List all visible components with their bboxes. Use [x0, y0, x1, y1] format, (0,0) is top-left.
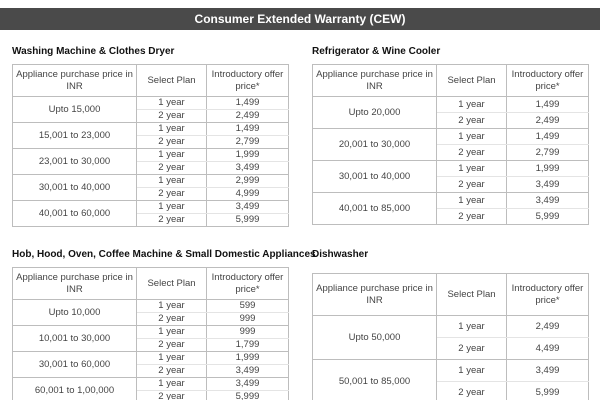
plan-cell: 2 year — [137, 214, 207, 227]
price-range-cell: 23,001 to 30,000 — [13, 149, 137, 175]
price-range-cell: Upto 20,000 — [313, 97, 437, 129]
offer-price-cell: 2,799 — [507, 145, 589, 161]
header-plan: Select Plan — [437, 65, 507, 97]
price-range-cell: 40,001 to 60,000 — [13, 201, 137, 227]
price-range-cell: 30,001 to 40,000 — [13, 175, 137, 201]
table-row — [13, 378, 289, 391]
price-range-cell: 15,001 to 23,000 — [13, 123, 137, 149]
table-row — [313, 360, 589, 382]
plan-cell: 2 year — [437, 209, 507, 225]
header-range: Appliance purchase price in INR — [13, 65, 137, 97]
plan-cell: 2 year — [137, 365, 207, 378]
plan-cell: 1 year — [437, 316, 507, 338]
offer-price-cell: 1,499 — [507, 129, 589, 145]
table-row — [13, 326, 289, 339]
section-title: Hob, Hood, Oven, Coffee Machine & Small Domestic Appliances — [12, 249, 316, 260]
plan-cell: 1 year — [137, 201, 207, 214]
offer-price-cell: 1,999 — [207, 149, 289, 162]
offer-price-cell: 2,499 — [507, 316, 589, 338]
offer-price-cell: 3,499 — [207, 378, 289, 391]
offer-price-cell: 3,499 — [507, 193, 589, 209]
price-range-cell: 20,001 to 30,000 — [313, 129, 437, 161]
table-row — [313, 193, 589, 209]
header-range: Appliance purchase price in INR — [13, 268, 137, 300]
offer-price-cell: 3,499 — [507, 360, 589, 382]
offer-price-cell: 5,999 — [207, 391, 289, 400]
plan-cell: 1 year — [137, 352, 207, 365]
price-range-cell: 40,001 to 85,000 — [313, 193, 437, 225]
plan-cell: 2 year — [137, 313, 207, 326]
plan-cell: 1 year — [137, 123, 207, 136]
plan-cell: 1 year — [137, 175, 207, 188]
plan-cell: 1 year — [437, 360, 507, 382]
table-row — [13, 300, 289, 313]
offer-price-cell: 2,999 — [207, 175, 289, 188]
table-row — [313, 316, 589, 338]
offer-price-cell: 2,799 — [207, 136, 289, 149]
offer-price-cell: 999 — [207, 313, 289, 326]
offer-price-cell: 5,999 — [207, 214, 289, 227]
offer-price-cell: 1,999 — [207, 352, 289, 365]
plan-cell: 2 year — [137, 339, 207, 352]
table-row — [313, 161, 589, 177]
header-price: Introductory offer price* — [507, 65, 589, 97]
plan-cell: 1 year — [437, 97, 507, 113]
price-range-cell: 50,001 to 85,000 — [313, 360, 437, 400]
offer-price-cell: 5,999 — [507, 209, 589, 225]
plan-cell: 1 year — [137, 97, 207, 110]
offer-price-cell: 599 — [207, 300, 289, 313]
plan-cell: 1 year — [137, 378, 207, 391]
offer-price-cell: 4,499 — [507, 338, 589, 360]
plan-cell: 1 year — [137, 300, 207, 313]
offer-price-cell: 2,499 — [207, 110, 289, 123]
table-row — [313, 129, 589, 145]
plan-cell: 1 year — [437, 129, 507, 145]
section-title: Refrigerator & Wine Cooler — [312, 46, 441, 57]
plan-cell: 1 year — [137, 326, 207, 339]
plan-cell: 2 year — [437, 177, 507, 193]
header-price: Introductory offer price* — [507, 274, 589, 316]
offer-price-cell: 1,499 — [507, 97, 589, 113]
section-fridge — [312, 44, 589, 225]
price-range-cell: Upto 50,000 — [313, 316, 437, 360]
plan-cell: 2 year — [137, 136, 207, 149]
plan-cell: 1 year — [437, 193, 507, 209]
plan-cell: 1 year — [437, 161, 507, 177]
price-table — [12, 64, 289, 227]
offer-price-cell: 3,499 — [207, 365, 289, 378]
plan-cell: 2 year — [137, 110, 207, 123]
table-row — [13, 97, 289, 110]
plan-cell: 2 year — [437, 338, 507, 360]
offer-price-cell: 5,999 — [507, 382, 589, 400]
offer-price-cell: 1,499 — [207, 123, 289, 136]
plan-cell: 2 year — [137, 188, 207, 201]
price-range-cell: Upto 10,000 — [13, 300, 137, 326]
section-dishwasher — [312, 247, 589, 400]
plan-cell: 2 year — [137, 391, 207, 400]
plan-cell: 2 year — [437, 382, 507, 400]
table-row — [13, 149, 289, 162]
offer-price-cell: 3,499 — [507, 177, 589, 193]
offer-price-cell: 3,499 — [207, 162, 289, 175]
section-washing — [12, 44, 289, 227]
section-title: Washing Machine & Clothes Dryer — [12, 46, 175, 57]
price-table — [312, 273, 589, 400]
price-table — [312, 64, 589, 225]
header-range: Appliance purchase price in INR — [313, 65, 437, 97]
price-range-cell: 30,001 to 40,000 — [313, 161, 437, 193]
header-plan: Select Plan — [137, 268, 207, 300]
header-plan: Select Plan — [137, 65, 207, 97]
plan-cell: 2 year — [437, 113, 507, 129]
offer-price-cell: 2,499 — [507, 113, 589, 129]
section-title: Dishwasher — [312, 249, 369, 260]
table-row — [313, 97, 589, 113]
price-range-cell: 30,001 to 60,000 — [13, 352, 137, 378]
plan-cell: 2 year — [137, 162, 207, 175]
price-range-cell: Upto 15,000 — [13, 97, 137, 123]
header-plan: Select Plan — [437, 274, 507, 316]
table-row — [13, 201, 289, 214]
offer-price-cell: 1,499 — [207, 97, 289, 110]
table-row — [13, 175, 289, 188]
price-range-cell: 60,001 to 1,00,000 — [13, 378, 137, 400]
header-range: Appliance purchase price in INR — [313, 274, 437, 316]
price-range-cell: 10,001 to 30,000 — [13, 326, 137, 352]
section-hob — [12, 247, 316, 400]
header-price: Introductory offer price* — [207, 268, 289, 300]
offer-price-cell: 1,999 — [507, 161, 589, 177]
plan-cell: 2 year — [437, 145, 507, 161]
table-row — [13, 352, 289, 365]
offer-price-cell: 999 — [207, 326, 289, 339]
table-row — [13, 123, 289, 136]
offer-price-cell: 3,499 — [207, 201, 289, 214]
offer-price-cell: 4,999 — [207, 188, 289, 201]
plan-cell: 1 year — [137, 149, 207, 162]
page-banner: Consumer Extended Warranty (CEW) — [0, 8, 600, 30]
offer-price-cell: 1,799 — [207, 339, 289, 352]
price-table — [12, 267, 289, 400]
header-price: Introductory offer price* — [207, 65, 289, 97]
